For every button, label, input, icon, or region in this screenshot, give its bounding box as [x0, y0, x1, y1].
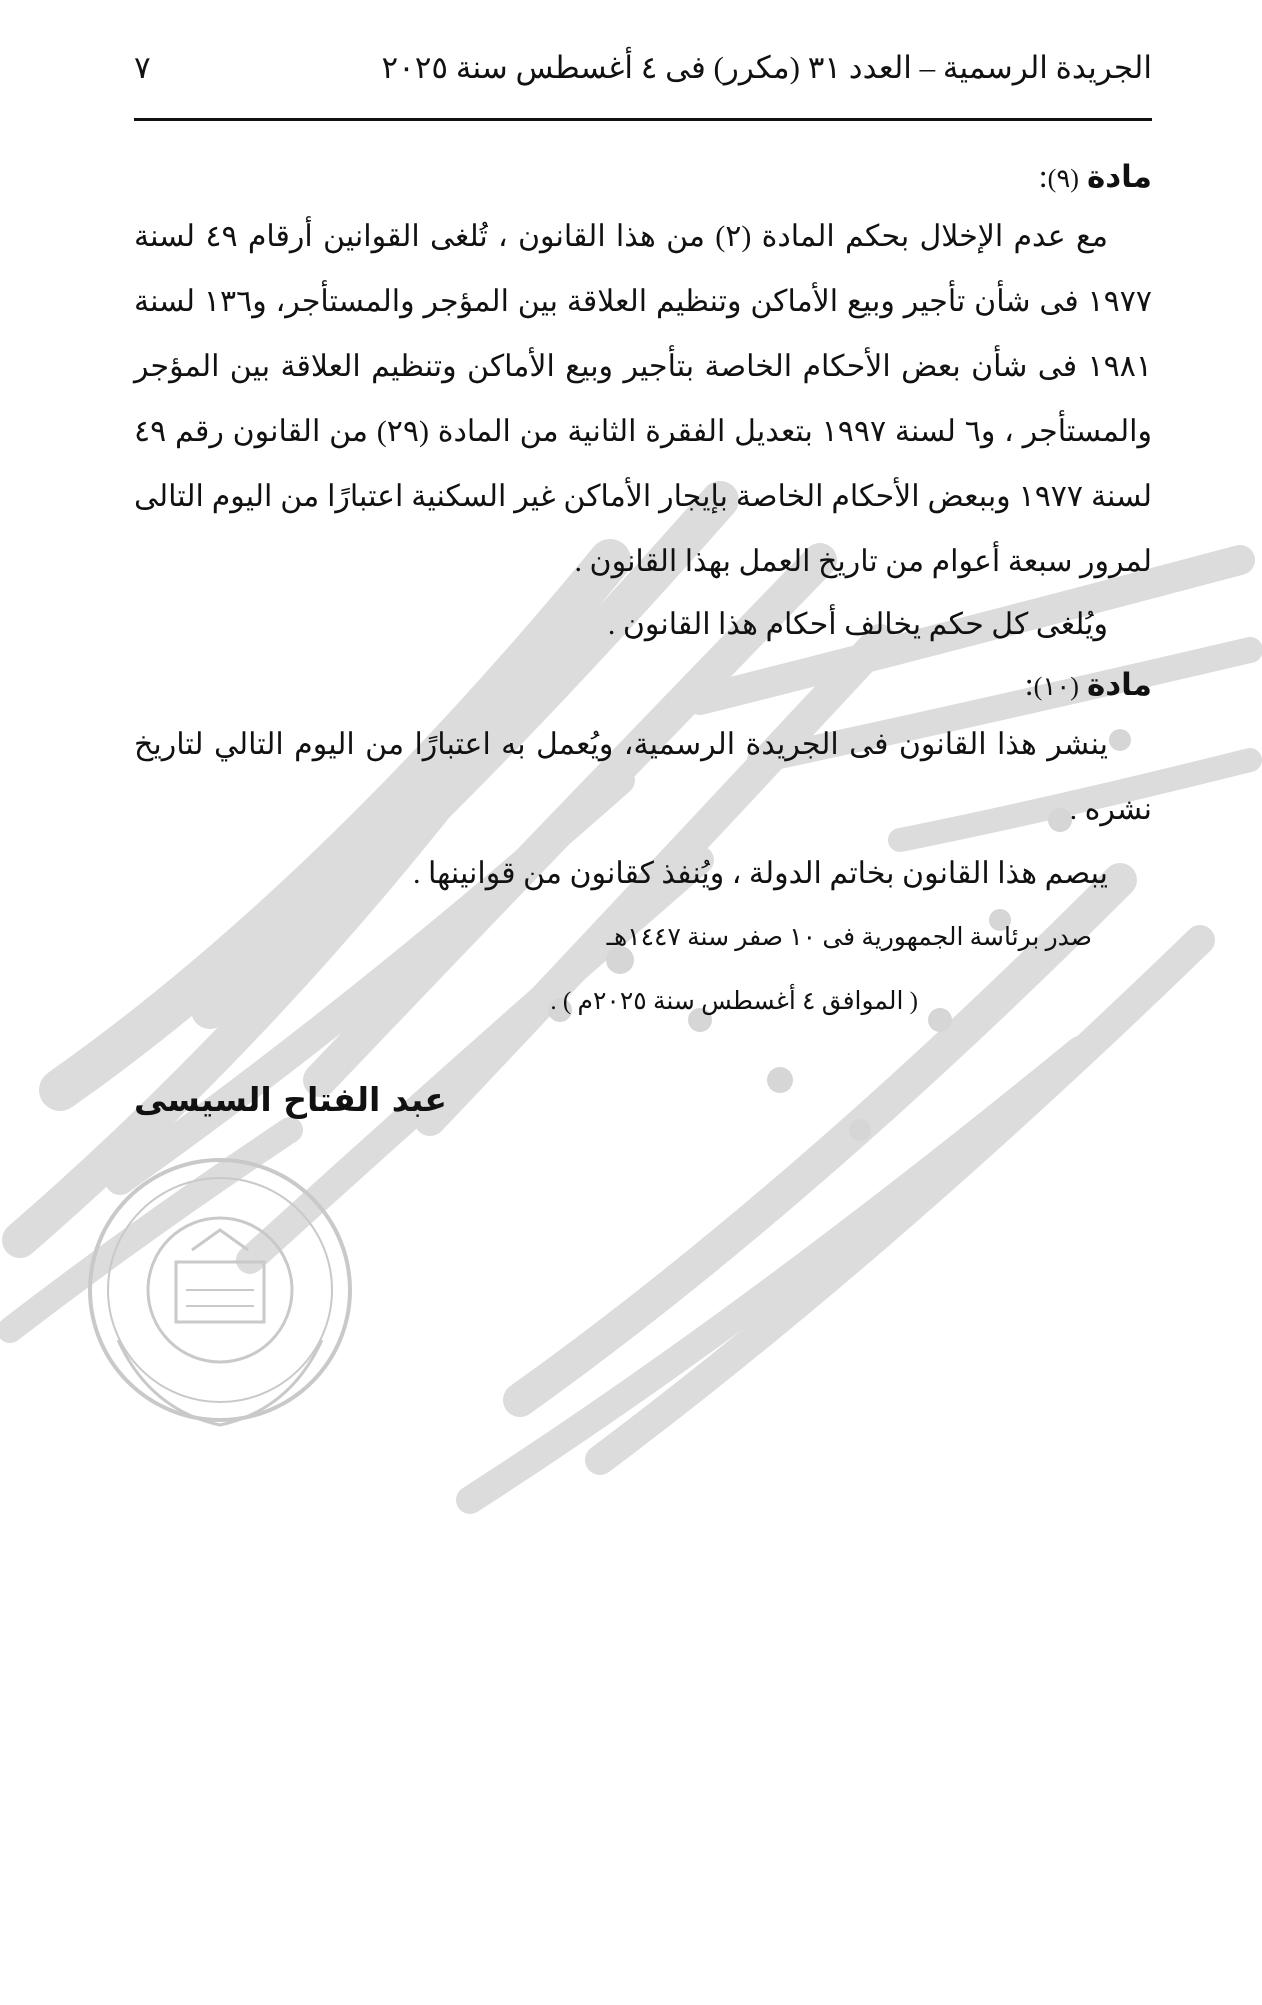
issued-line: صدر برئاسة الجمهورية فى ١٠ صفر سنة ١٤٤٧هـ — [606, 924, 1092, 951]
article-9-heading — [134, 148, 1152, 204]
article-10-number: (١٠) — [1033, 672, 1079, 701]
page-header — [134, 50, 1152, 100]
corresponding-date-line: ( الموافق ٤ أغسطس سنة ٢٠٢٥م ) . — [550, 988, 918, 1015]
article-9-colon: : — [1038, 158, 1048, 194]
article-9-label: مادة — [1086, 159, 1152, 195]
page-number: ٧ — [134, 50, 151, 85]
article-10-colon: : — [1024, 666, 1034, 702]
header-divider — [134, 118, 1152, 121]
document-body — [134, 148, 1152, 1034]
header-title: الجريدة الرسمية – العدد ٣١ (مكرر) فى ٤ أغسطس سنة ٢٠٢٥ — [381, 50, 1152, 85]
article-9-number: (٩) — [1047, 164, 1079, 193]
article-10-label: مادة — [1086, 667, 1152, 703]
article-9-paragraph-1: مع عدم الإخلال بحكم المادة (٢) من هذا القانون ، تُلغى القوانين أرقام ٤٩ لسنة ١٩٧٧ فى شأن تأجير وبيع الأماكن وتنظيم العلاقة بين المؤجر والمستأجر، و١٣٦ لسنة ١٩٨١ فى شأن بعض الأحكام الخاصة بتأجير وبيع الأماكن وتنظيم العلاقة بين المؤجر والمستأجر ، و٦ لسنة ١٩٩٧ بتعديل الفقرة الثانية من المادة (٢٩) من القانون رقم ٤٩ لسنة ١٩٧٧ وببعض الأحكام الخاصة بإيجار الأماكن غير السكنية اعتبارًا من اليوم التالى لمرور سبعة أعوام من تاريخ العمل بهذا القانون . — [134, 220, 1152, 578]
seal-line: يبصم هذا القانون بخاتم الدولة ، ويُنفذ كقانون من قوانينها . — [412, 857, 1108, 890]
article-10-paragraph-1: ينشر هذا القانون فى الجريدة الرسمية، ويُعمل به اعتبارًا من اليوم التالي لتاريخ نشره . — [134, 728, 1152, 826]
article-9-paragraph-2: ويُلغى كل حكم يخالف أحكام هذا القانون . — [607, 608, 1108, 641]
article-10-heading — [134, 656, 1152, 712]
signature-name: عبد الفتاح السيسى — [134, 1080, 447, 1119]
